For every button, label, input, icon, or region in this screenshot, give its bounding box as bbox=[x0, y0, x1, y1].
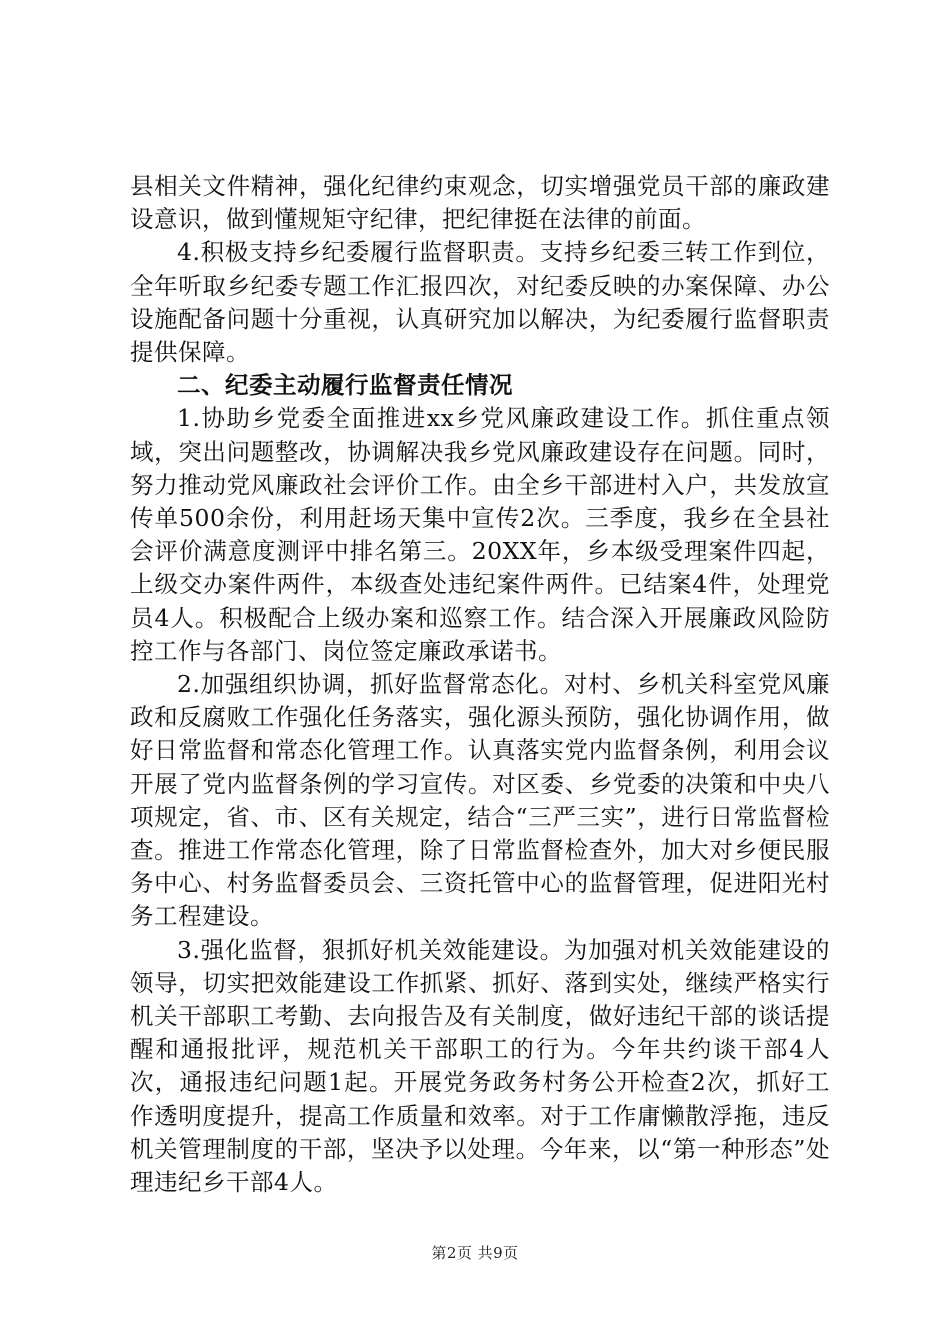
document-body bbox=[130, 170, 830, 1199]
page-footer: 第2页 共9页 bbox=[431, 1244, 519, 1262]
paragraph-item-4: 4.积极支持乡纪委履行监督职责。支持乡纪委三转工作到位，全年听取乡纪委专题工作汇报四次，对纪委反映的办案保障、办公设施配备问题十分重视，认真研究加以解决，为纪委履行监督职责提供保障。 bbox=[130, 238, 830, 367]
paragraph-item-3: 3.强化监督，狠抓好机关效能建设。为加强对机关效能建设的领导，切实把效能建设工作抓紧、抓好、落到实处，继续严格实行机关干部职工考勤、去向报告及有关制度，做好违纪干部的谈话提醒和通报批评，规范机关干部职工的行为。今年共约谈干部4人次，通报违纪问题1起。开展党务政务村务公开检查2次，抓好工作透明度提升，提高工作质量和效率。对于工作庸懒散浮拖，违反机关管理制度的干部，坚决予以处理。今年来，以“第一种形态”处理违纪乡干部4人。 bbox=[130, 935, 830, 1197]
section-heading: 二、纪委主动履行监督责任情况 bbox=[177, 371, 513, 400]
paragraph-item-1: 1.协助乡党委全面推进xx乡党风廉政建设工作。抓住重点领域，突出问题整改，协调解决我乡党风廉政建设存在问题。同时，努力推动党风廉政社会评价工作。由全乡干部进村入户，共发放宣传单500余份，利用赶场天集中宣传2次。三季度，我乡在全县社会评价满意度测评中排名第三。20XX年，乡本级受理案件四起，上级交办案件两件，本级查处违纪案件两件。已结案4件，处理党员4人。积极配合上级办案和巡察工作。结合深入开展廉政风险防控工作与各部门、岗位签定廉政承诺书。 bbox=[130, 404, 830, 665]
paragraph-item-2: 2.加强组织协调，抓好监督常态化。对村、乡机关科室党风廉政和反腐败工作强化任务落实，强化源头预防，强化协调作用，做好日常监督和常态化管理工作。认真落实党内监督条例，利用会议开展了党内监督条例的学习宣传。对区委、乡党委的决策和中央八项规定，省、市、区有关规定，结合“三严三实”，进行日常监督检查。推进工作常态化管理，除了日常监督检查外，加大对乡便民服务中心、村务监督委员会、三资托管中心的监督管理，促进阳光村务工程建设。 bbox=[130, 670, 830, 931]
paragraph-continued: 县相关文件精神，强化纪律约束观念，切实增强党员干部的廉政建设意识，做到懂规矩守纪律，把纪律挺在法律的前面。 bbox=[130, 172, 830, 234]
